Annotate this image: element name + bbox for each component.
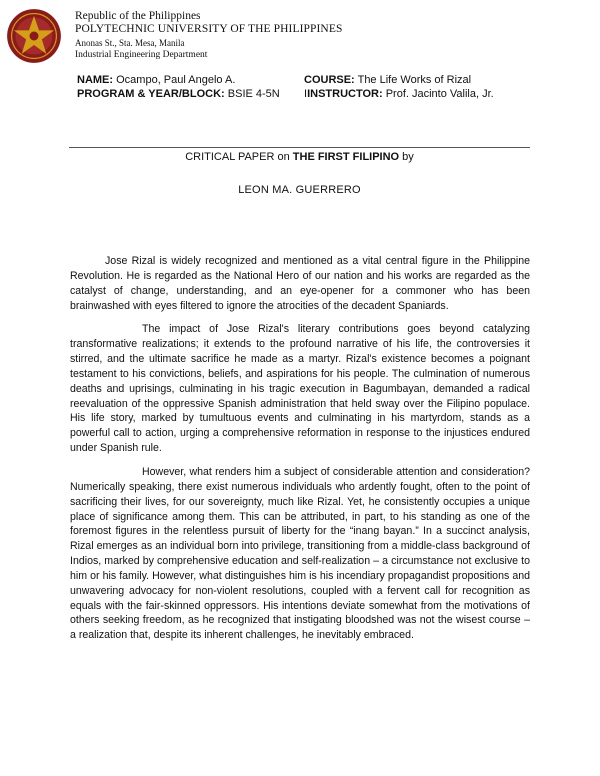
title-prefix: CRITICAL PAPER on [185, 151, 293, 163]
instructor-prefix: I [304, 88, 308, 100]
title-bold: THE FIRST FILIPINO [292, 151, 400, 163]
student-info-right [304, 73, 494, 101]
instructor-value: Prof. Jacinto Valila, Jr. [385, 88, 494, 100]
program-row [77, 87, 280, 101]
republic-line: Republic of the Philippines [75, 10, 201, 22]
university-name: POLYTECHNIC UNIVERSITY OF THE PHILIPPINES [75, 23, 343, 35]
department-name: Industrial Engineering Department [75, 50, 208, 60]
student-info-left [77, 73, 280, 101]
program-value: BSIE 4-5N [227, 88, 280, 100]
essay-body [70, 254, 530, 652]
instructor-row [304, 87, 494, 101]
name-label: NAME: [77, 74, 114, 86]
letterhead [75, 10, 342, 61]
paragraph-2: The impact of Jose Rizal's literary contributions goes beyond catalyzing transformative realizations; it extends to the profound narrative of his life, the controversies it stirred, and the ultimate sacrifice he made as a martyr. Rizal's existence becomes a poignant testament to his convictions, beliefs, and aspirations for his people. The culmination of numerous deaths and uprisings, culminating in his tragic execution in Bagumbayan, demanded a radical reevaluation of the oppressive Spanish administration that held sway over the Filipino populace. His life story, marked by tumultuous events and culminating in his martyrdom, stands as a powerful call to action, urging a comprehensive reformation in response to the injustices endured under Spanish rule. [70, 323, 530, 455]
title-suffix: by [399, 151, 414, 163]
instructor-label: INSTRUCTOR: [307, 88, 383, 100]
course-value: The Life Works of Rizal [357, 74, 472, 86]
name-row [77, 73, 280, 87]
name-value: Ocampo, Paul Angelo A. [116, 74, 236, 86]
paper-author: LEON MA. GUERRERO [238, 184, 361, 196]
program-label: PROGRAM & YEAR/BLOCK: [77, 88, 225, 100]
paragraph-1: Jose Rizal is widely recognized and mentioned as a vital central figure in the Philippine Revolution. He is regarded as the National Hero of our nation and his works are regarded as the catalyst of change, understanding, and an eye-opener for a commoner who has been brainwashed with eyes filtered to ignore the atrocities of the decadent Spaniards. [70, 255, 530, 312]
paper-title [69, 150, 530, 164]
course-row [304, 73, 494, 87]
paragraph-3: However, what renders him a subject of considerable attention and consideration? Numerically speaking, there exist numerous individuals who ardently fought, often to the point of sacrificing their lives, for our sovereignty, much like Rizal. Yet, he consistently occupies a unique place of significance among them. This can be attributed, in part, to his standing as one of the foremost figures in the relentless pursuit of liberty for the “inang bayan.” In a succinct analysis, Rizal emerges as an individual born into privilege, transitioning from a middle-class background of Indios, marked by comprehensive education and self-realization – a circumstance not exclusive to him or his family. However, what distinguishes him is his incendiary propagandist propositions and unwavering advocacy for non-violent resolutions, coupled with a fervent call for recognition as equals with the fair-skinned oppressors. His intentions deviate somewhat from the motivations of others seeking freedom, as he recognized that instigating bloodshed was not the wisest course – a realization that, despite its inherent challenges, he inevitably embraced. [70, 465, 530, 642]
pup-seal-icon [6, 8, 62, 64]
course-label: COURSE: [304, 74, 355, 86]
header-divider [69, 147, 530, 148]
university-address: Anonas St., Sta. Mesa, Manila [75, 38, 185, 48]
